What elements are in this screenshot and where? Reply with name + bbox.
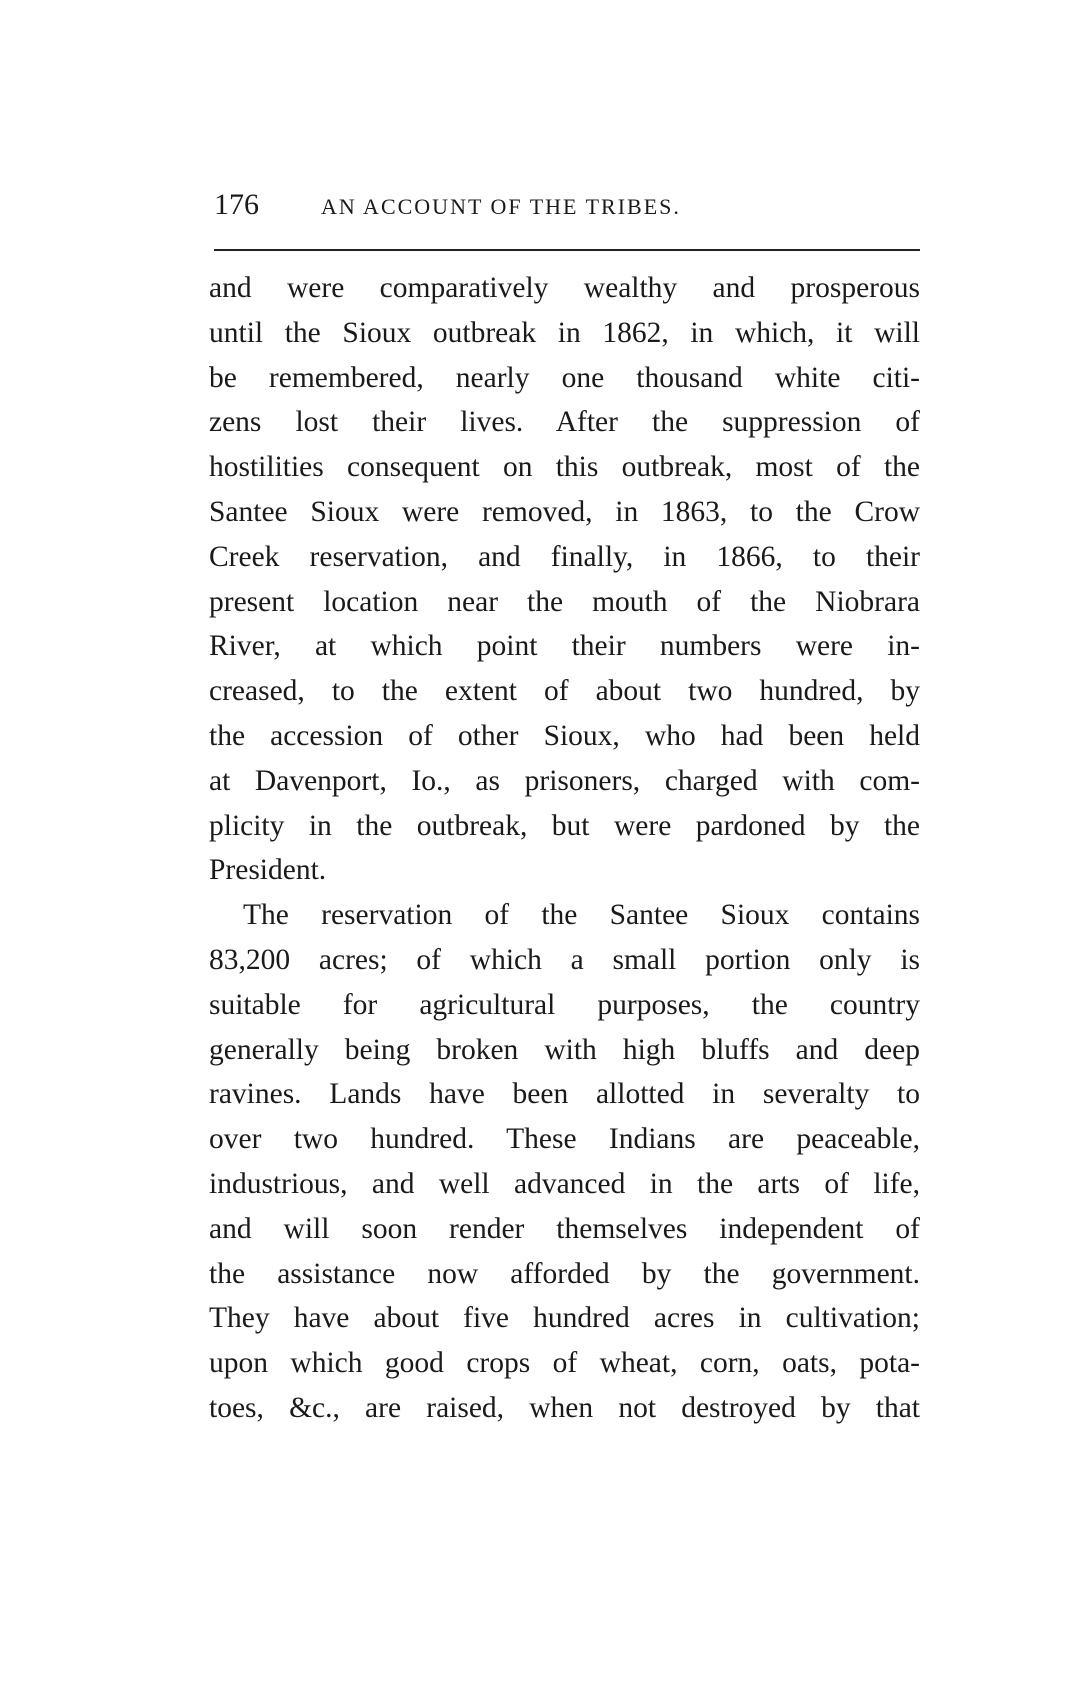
text-line: ravines. Lands have been allotted in severalty to: [209, 1078, 920, 1111]
page-number: 176: [214, 188, 259, 221]
text-line: creased, to the extent of about two hundred, by: [209, 675, 920, 708]
text-line: President.: [209, 854, 327, 887]
text-line: and were comparatively wealthy and prosperous: [209, 272, 920, 304]
header-rule: [214, 249, 920, 251]
text-line: They have about five hundred acres in cultivation;: [209, 1302, 920, 1335]
text-line: upon which good crops of wheat, corn, oats, pota-: [209, 1347, 920, 1380]
page-body: [209, 266, 920, 1431]
text-line: and will soon render themselves independent of: [209, 1212, 920, 1245]
text-line: over two hundred. These Indians are peaceable,: [209, 1123, 920, 1156]
text-line: the assistance now afforded by the government.: [209, 1257, 920, 1290]
text-line: The reservation of the Santee Sioux contains: [243, 899, 920, 932]
running-header: [214, 188, 920, 228]
text-line: 83,200 acres; of which a small portion only is: [209, 943, 920, 976]
text-line: at Davenport, Io., as prisoners, charged with com-: [209, 764, 920, 797]
text-line: suitable for agricultural purposes, the country: [209, 988, 920, 1021]
text-line: plicity in the outbreak, but were pardoned by the: [209, 809, 920, 842]
text-line: Santee Sioux were removed, in 1863, to the Crow: [209, 495, 920, 528]
text-line: until the Sioux outbreak in 1862, in which, it will: [209, 316, 920, 349]
text-line: be remembered, nearly one thousand white citi-: [209, 361, 920, 394]
text-line: hostilities consequent on this outbreak, most of the: [209, 451, 920, 484]
text-line: zens lost their lives. After the suppression of: [209, 406, 920, 439]
text-line: industrious, and well advanced in the arts of life,: [209, 1167, 920, 1200]
text-line: the accession of other Sioux, who had been held: [209, 719, 920, 752]
text-line: generally being broken with high bluffs and deep: [209, 1033, 920, 1066]
text-line: toes, &c., are raised, when not destroyed by that: [209, 1391, 920, 1424]
text-line: present location near the mouth of the Niobrara: [209, 585, 920, 618]
text-line: Creek reservation, and finally, in 1866, to their: [209, 540, 920, 573]
running-title: AN ACCOUNT OF THE TRIBES.: [321, 194, 681, 219]
text-line: River, at which point their numbers were in-: [209, 630, 920, 663]
